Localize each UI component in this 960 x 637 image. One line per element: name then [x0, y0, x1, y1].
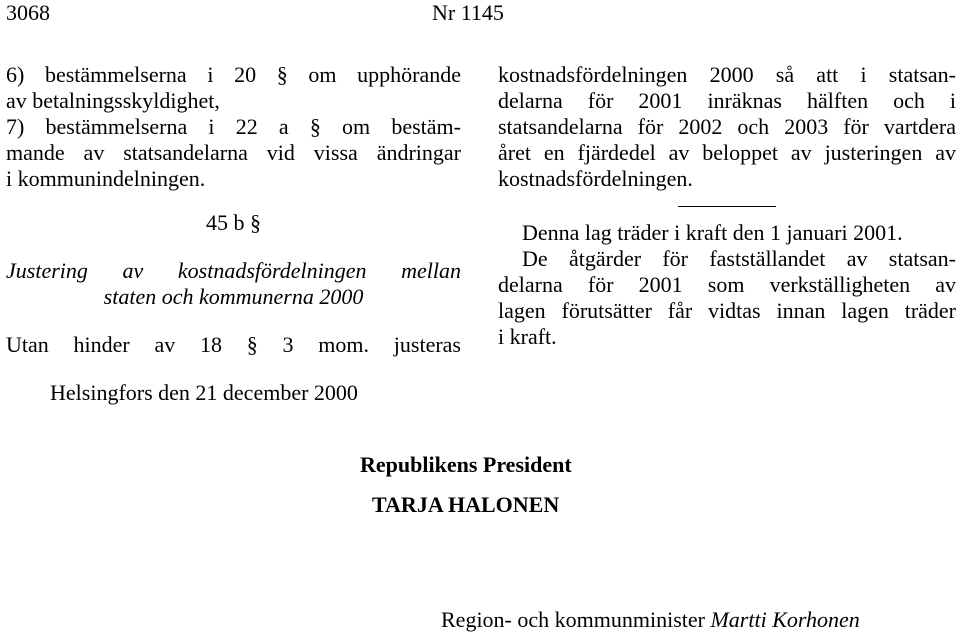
left-line-2: av betalningsskyldighet, — [6, 88, 220, 113]
measures-line-3: lagen förutsätter får vidtas innan lagen träder — [498, 298, 956, 323]
left-line-5: i kommunindelningen. — [6, 166, 206, 191]
measures-line-2: delarna för 2001 som verkställigheten av — [498, 272, 956, 297]
left-line-1: 6) bestämmelserna i 20 § om upphörande — [6, 62, 461, 87]
right-line-2: delarna för 2001 inräknas hälften och i — [498, 88, 956, 113]
entry-into-force: Denna lag träder i kraft den 1 januari 2001. — [522, 220, 903, 245]
measures-line-4: i kraft. — [498, 324, 557, 349]
section-divider — [678, 206, 776, 207]
section-title-line-2: staten och kommunerna 2000 — [103, 284, 364, 309]
left-line-3: 7) bestämmelserna i 22 a § om bestäm- — [6, 114, 461, 139]
right-line-1: kostnadsfördelningen 2000 så att i statsan- — [498, 62, 956, 87]
measures-line-1: De åtgärder för fastställandet av statsan- — [522, 246, 956, 271]
left-line-4: mande av statsandelarna vid vissa ändringar — [6, 140, 461, 165]
minister-line — [441, 607, 860, 633]
right-line-4: året en fjärdedel av beloppet av justeringen av — [498, 140, 956, 165]
section-heading: 45 b § — [206, 210, 261, 235]
president-name: TARJA HALONEN — [372, 492, 560, 517]
president-title: Republikens President — [360, 452, 572, 477]
page-number: 3068 — [6, 0, 50, 25]
minister-name: Martti Korhonen — [710, 607, 860, 632]
section-title-line-1: Justering av kostnadsfördelningen mellan — [6, 258, 461, 283]
right-line-5: kostnadsfördelningen. — [498, 166, 693, 191]
right-line-3: statsandelarna för 2002 och 2003 för vartdera — [498, 114, 956, 139]
place-and-date: Helsingfors den 21 december 2000 — [50, 380, 358, 405]
minister-title: Region- och kommunminister — [441, 607, 705, 632]
section-body-line-1: Utan hinder av 18 § 3 mom. justeras — [6, 332, 461, 357]
issue-number: Nr 1145 — [432, 0, 504, 25]
